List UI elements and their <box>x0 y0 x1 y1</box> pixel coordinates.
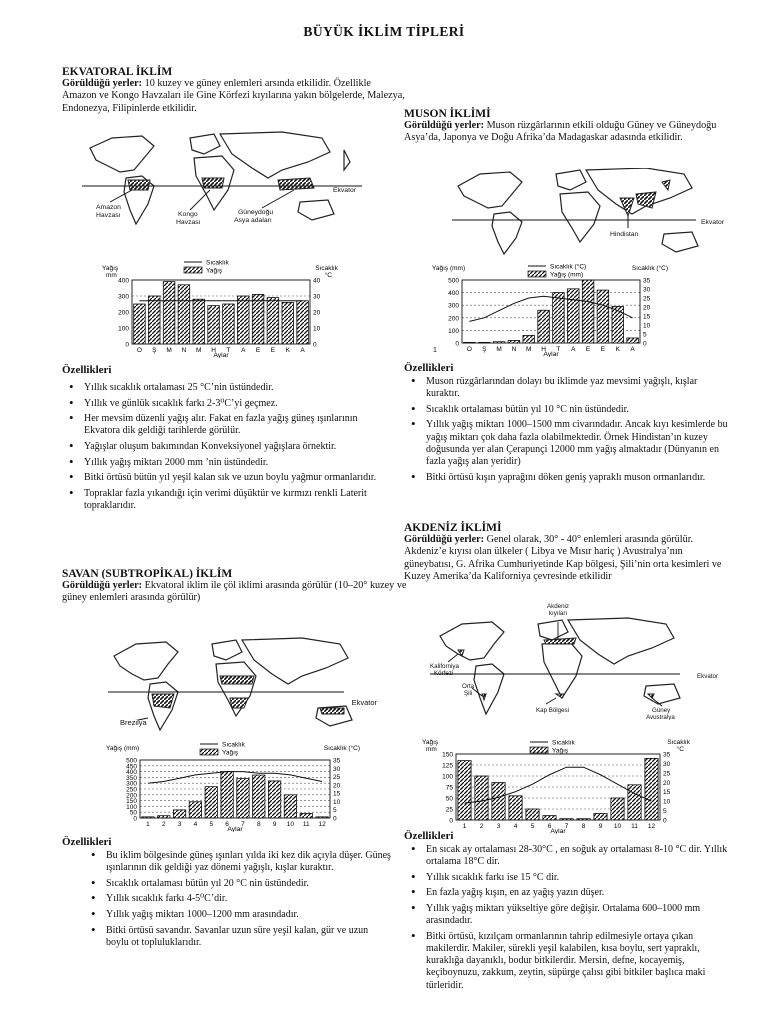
rain-bar <box>316 817 328 818</box>
rain-bar <box>582 280 594 343</box>
akdeniz-climate-chart <box>420 738 692 834</box>
x-tick-label: 2 <box>161 821 166 828</box>
rain-bar <box>237 296 249 344</box>
savan-intro-lead: Görüldüğü yerler: <box>62 580 143 591</box>
rain-bar <box>253 775 265 818</box>
map-label-hindistan: Hindistan <box>610 231 639 238</box>
y-tick-right: 0 <box>333 815 337 823</box>
muson-intro-lead: Görüldüğü yerler: <box>404 120 485 131</box>
list-item: • Bu iklim bölgesinde güneş ışınları yılda iki kez dik açıyla düşer. Güneş ışınlarının dik geldiği yaz dönemi yağışlı, kışlar kuraktır. <box>84 850 392 874</box>
x-tick-label: 6 <box>547 823 552 830</box>
list-item: • Yıllık sıcaklık farkı ise 15 °C dir. <box>404 872 734 884</box>
y-tick-left: 0 <box>449 817 453 825</box>
y-tick-left: 100 <box>448 327 459 335</box>
savan-climate-chart <box>104 740 362 832</box>
y-tick-left: 400 <box>118 277 129 285</box>
y-tick-right: 5 <box>333 807 337 815</box>
rain-bar <box>567 289 579 343</box>
legend-bar-key <box>528 271 546 277</box>
x-tick-label: 9 <box>272 821 277 828</box>
list-item: • En fazla yağış kışın, en az yağış yazın düşer. <box>404 887 734 899</box>
list-item: • Yıllık yağış miktarı 1000–1200 mm arasındadır. <box>84 909 392 921</box>
rain-bar <box>553 293 565 343</box>
rain-bar <box>509 796 522 820</box>
y-tick-left: 100 <box>442 773 453 781</box>
muson-intro-text: Muson rüzgârlarının etkili olduğu Güney ve Güneydoğu Asya’da, Japonya ve Doğu Afrika’da Madagaskar adasında etkilidir. <box>404 120 717 144</box>
x-tick-label: 8 <box>581 823 586 830</box>
x-tick-label: 6 <box>225 821 229 828</box>
rain-bar <box>508 340 520 343</box>
y-tick-right: 20 <box>333 782 341 790</box>
x-tick-label: M <box>496 346 502 353</box>
y-axis-label-right: Sıcaklık <box>315 265 338 272</box>
rain-bar <box>252 294 264 344</box>
x-tick-label: 7 <box>564 823 569 830</box>
rain-bar <box>282 302 294 344</box>
rain-bar <box>284 795 296 818</box>
legend-temperature: Sıcaklık (°C) <box>550 263 587 271</box>
legend-bar-key <box>184 267 202 273</box>
list-item: • Muson rüzgârlarından dolayı bu iklimde yaz mevsimi yağışlı, kışlar kuraktır. <box>404 376 729 400</box>
y-tick-left: 0 <box>125 341 129 349</box>
y-tick-left: 500 <box>448 277 459 285</box>
rain-bar <box>492 783 505 820</box>
rain-bar <box>142 817 154 818</box>
ekvatoral-features-title: Özellikleri <box>62 364 112 376</box>
y-tick-left: 50 <box>129 809 137 817</box>
list-item: • Yıllık yağış miktarı 2000 mm ’nin üstündedir. <box>62 457 392 469</box>
legend-precipitation: Yağış <box>552 747 569 755</box>
y-tick-right: 20 <box>663 779 671 787</box>
akdeniz-world-map <box>430 602 722 720</box>
map-label-asya-2: Asya adaları <box>234 217 272 224</box>
rain-bar <box>538 310 550 343</box>
x-tick-label: 4 <box>193 821 198 828</box>
x-axis-label: Aylar <box>213 352 229 358</box>
rain-bar <box>163 282 175 344</box>
rain-bar <box>611 798 624 820</box>
savan-intro <box>62 568 407 605</box>
list-item: • Topraklar fazla yıkandığı için verimi düşüktür ve kırmızı renkli Laterit topraklarıdır. <box>62 488 392 512</box>
savan-intro-text: Ekvatoral iklim ile çöl iklimi arasında görülür (10–20° kuzey ve güney enlemleri arasında görülür) <box>62 580 407 604</box>
y-tick-left: 125 <box>442 762 453 770</box>
x-tick-label: A <box>630 346 635 353</box>
list-item: • Yıllık yağış miktarı 1000–1500 mm civarındadır. Ancak kıyı kesimlerde bu yağış miktarı çok daha fazla olabilmektedir. Örnek Hindistan’ın kuzey doğusunda yer alan Çerapunçi 12000 mm yağış almaktadır (Dünyanın en fazla yağış alan yeridir) <box>404 419 729 468</box>
rain-bar <box>221 772 233 818</box>
x-tick-label: M <box>166 347 172 354</box>
rain-bar <box>523 335 535 343</box>
y-tick-left: 100 <box>118 325 129 333</box>
x-tick-label: 5 <box>530 823 535 830</box>
y-tick-right: 15 <box>333 790 341 798</box>
list-item: • Bitki örtüsü bütün yıl yeşil kalan sık ve uzun boylu yağmur ormanlarıdır. <box>62 472 392 484</box>
map-label-asya-1: Güneydoğu <box>238 209 274 216</box>
akdeniz-intro-text: Genel olarak, 30° - 40° enlemleri arasında görülür. Akdeniz’e kıyısı olan ülkeler ( Libya ve Mısır hariç ) Avustralya’nın güneybatısı, G. Afrika Cumhuriyetinde Kap bölgesi, Şili’nin orta kesimleri ve Kuzey Amerika’da Kaliforniya çevresinde etkilidir <box>404 534 722 583</box>
muson-chart-footnote: 1 <box>433 347 437 354</box>
x-tick-label: 8 <box>256 821 261 828</box>
y-tick-right: 10 <box>313 325 321 333</box>
y-tick-right: 0 <box>663 817 667 825</box>
list-item: • Her mevsim düzenli yağış alır. Fakat en fazla yağış güneş ışınlarının Ekvatora dik geldiği tarihlerde görülür. <box>62 413 392 437</box>
legend-precipitation: Yağış <box>222 749 239 757</box>
ekvatoral-features <box>62 364 392 516</box>
rain-bar <box>475 776 488 820</box>
y-tick-right: 35 <box>663 751 671 759</box>
savan-features-list <box>62 850 392 949</box>
y-axis-label-left: Yağış (mm) <box>432 265 466 272</box>
x-tick-label: Ş <box>152 347 157 354</box>
map-label-kap: Kap Bölgesi <box>536 707 570 714</box>
legend-temperature: Sıcaklık <box>552 739 575 747</box>
x-axis-label: Aylar <box>550 828 566 834</box>
x-tick-label: E <box>585 346 591 353</box>
savan-features-title: Özellikleri <box>62 836 112 848</box>
map-label-orta-1: Orta <box>462 683 475 690</box>
akdeniz-features-title: Özellikleri <box>404 830 454 842</box>
x-tick-label: Ş <box>482 346 487 353</box>
list-item: • Yıllık ve günlük sıcaklık farkı 2-3⁰C’yi geçmez. <box>62 398 392 410</box>
rain-bar <box>645 758 658 820</box>
x-tick-label: E <box>255 347 261 354</box>
map-label-akdeniz-1: Akdeniz <box>546 603 570 610</box>
y-tick-left: 100 <box>126 803 137 811</box>
list-item: • Sıcaklık ortalaması bütün yıl 10 °C nin üstündedir. <box>404 404 729 416</box>
y-tick-right: 30 <box>333 765 341 773</box>
y-tick-right: 25 <box>663 770 671 778</box>
y-tick-left: 0 <box>455 340 459 348</box>
x-tick-label: O <box>136 347 142 354</box>
x-tick-label: E <box>600 346 606 353</box>
x-tick-label: A <box>571 346 576 353</box>
y-axis-label-left: Yağış <box>102 265 119 272</box>
continents <box>440 618 680 714</box>
y-tick-left: 50 <box>445 795 453 803</box>
map-label-amazon-2: Havzası <box>96 212 121 219</box>
x-tick-label: A <box>300 347 305 354</box>
x-tick-label: A <box>241 347 246 354</box>
rain-bar <box>458 761 471 820</box>
y-tick-right: 10 <box>643 322 651 330</box>
x-tick-label: N <box>181 347 187 354</box>
muson-features-title: Özellikleri <box>404 362 454 374</box>
y-tick-left: 200 <box>126 792 137 800</box>
map-label-kongo-2: Havzası <box>176 219 201 226</box>
muson-climate-chart <box>430 262 670 357</box>
y-tick-right: 25 <box>643 295 651 303</box>
map-label-ekvator: Ekvator <box>351 698 377 707</box>
rain-bar <box>189 802 201 818</box>
x-tick-label: O <box>466 346 472 353</box>
y-axis-label-left-unit: mm <box>106 272 117 279</box>
y-tick-left: 300 <box>118 293 129 301</box>
legend-temperature: Sıcaklık <box>206 259 229 267</box>
ekvatoral-intro-text: 10 kuzey ve güney enlemleri arsında etkilidir. Özellikle Amazon ve Kongo Havzaları ile Gine Körfezi kıyılarına yakın bölgelerde, Malezya, Endonezya, Filipinlerde etkilidir. <box>62 78 405 114</box>
x-tick-label: 11 <box>302 821 310 828</box>
y-axis-label-right: Sıcaklık (°C) <box>323 745 360 752</box>
map-label-kaliforniya-1: Kaliforniya <box>430 663 459 670</box>
x-tick-label: N <box>511 346 517 353</box>
x-tick-label: M <box>196 347 202 354</box>
rain-bar <box>223 304 235 344</box>
rain-bar <box>560 819 573 820</box>
x-tick-label: T <box>556 346 561 353</box>
x-tick-label: 10 <box>286 821 295 828</box>
y-axis-label-left: Yağış (mm) <box>106 745 140 752</box>
muson-features-list <box>404 376 729 484</box>
rain-bar <box>577 819 590 820</box>
y-tick-left: 300 <box>448 302 459 310</box>
x-tick-label: E <box>270 347 276 354</box>
continents <box>458 168 698 254</box>
rain-bar <box>173 810 185 818</box>
x-tick-label: 1 <box>462 823 467 830</box>
y-tick-left: 150 <box>442 751 453 759</box>
x-tick-label: H <box>541 346 546 353</box>
list-item: • Yıllık yağış miktarı yükseltiye göre değişir. Ortalama 600–1000 mm arasındadır. <box>404 903 734 927</box>
map-label-orta-2: Şili <box>464 690 473 697</box>
rain-bar <box>628 785 641 820</box>
muson-features <box>404 362 729 487</box>
ekvatoral-intro <box>62 66 407 115</box>
y-tick-right: 40 <box>313 277 321 285</box>
y-axis-label-right-unit: °C <box>324 272 332 279</box>
y-axis-label-left-unit: mm <box>426 746 437 753</box>
y-tick-right: 15 <box>643 313 651 321</box>
rain-bar <box>193 299 205 344</box>
x-tick-label: H <box>211 347 216 354</box>
y-tick-left: 150 <box>126 798 137 806</box>
map-label-brezilya: Brezilya <box>120 718 147 727</box>
map-label-ekvator: Ekvator <box>332 187 356 194</box>
y-axis-label-left: Yağış <box>422 739 439 746</box>
rain-bar <box>178 285 190 344</box>
y-tick-left: 250 <box>126 786 137 794</box>
x-tick-label: K <box>615 346 620 353</box>
rain-bar <box>478 342 490 343</box>
x-tick-label: 7 <box>241 821 245 828</box>
x-tick-label: 1 <box>146 821 150 828</box>
rain-bar <box>158 816 170 818</box>
y-tick-right: 15 <box>663 789 671 797</box>
legend-bar-key <box>530 747 548 753</box>
map-label-kongo-1: Kongo <box>178 211 198 218</box>
x-axis-label: Aylar <box>543 351 559 357</box>
y-tick-right: 10 <box>663 798 671 806</box>
akdeniz-intro-lead: Görüldüğü yerler: <box>404 534 485 545</box>
ekvatoral-zones <box>128 178 314 190</box>
y-tick-left: 75 <box>445 784 453 792</box>
temperature-line <box>148 772 322 784</box>
y-tick-left: 200 <box>118 309 129 317</box>
y-tick-right: 30 <box>643 286 651 294</box>
rain-bar <box>268 781 280 818</box>
y-tick-left: 450 <box>126 763 137 771</box>
rain-bar <box>205 787 217 818</box>
x-tick-label: 9 <box>598 823 603 830</box>
legend-precipitation: Yağış <box>206 267 223 275</box>
x-tick-label: 12 <box>647 823 656 830</box>
rain-bar <box>627 338 639 343</box>
map-label-amazon-1: Amazon <box>96 204 121 211</box>
savan-world-map <box>108 636 378 734</box>
legend-precipitation: Yağış (mm) <box>550 271 584 279</box>
y-tick-right: 5 <box>663 808 667 816</box>
rain-bar <box>267 298 279 344</box>
y-tick-right: 10 <box>333 798 341 806</box>
list-item: • Bitki örtüsü savandır. Savanlar uzun süre yeşil kalan, gür ve uzun boylu ot topluluklarıdır. <box>84 925 392 949</box>
y-tick-left: 350 <box>126 774 137 782</box>
list-item: • Yıllık sıcaklık farkı 4-5⁰C’dir. <box>84 893 392 905</box>
x-tick-label: 2 <box>479 823 484 830</box>
rain-bar <box>612 306 624 343</box>
rain-bar <box>297 301 309 344</box>
y-tick-right: 35 <box>333 757 341 765</box>
list-item: • Yağışlar oluşum bakımından Konveksiyonel yağışlara örnektir. <box>62 441 392 453</box>
legend-temperature: Sıcaklık <box>222 741 245 749</box>
rain-bar <box>134 304 146 344</box>
rain-bar <box>148 296 160 344</box>
y-tick-right: 25 <box>333 774 341 782</box>
akdeniz-features <box>404 830 734 995</box>
map-label-guney-2: Avustralya <box>646 714 675 720</box>
y-axis-label-right-unit: °C <box>676 746 684 753</box>
rain-bar <box>597 290 609 343</box>
akdeniz-title: AKDENİZ İKLİMİ <box>404 522 502 534</box>
y-tick-right: 0 <box>643 340 647 348</box>
rain-bar <box>594 813 607 820</box>
x-tick-label: M <box>526 346 532 353</box>
y-tick-left: 300 <box>126 780 137 788</box>
x-axis-label: Aylar <box>227 826 243 832</box>
x-tick-label: 5 <box>209 821 214 828</box>
y-tick-left: 25 <box>445 806 453 814</box>
map-label-akdeniz-2: kıyıları <box>548 610 568 617</box>
x-tick-label: K <box>285 347 290 354</box>
page-title: BÜYÜK İKLİM TİPLERİ <box>303 24 465 39</box>
y-tick-left: 400 <box>126 769 137 777</box>
muson-world-map <box>452 168 728 256</box>
akdeniz-intro <box>404 522 734 584</box>
y-tick-left: 400 <box>448 290 459 298</box>
y-tick-right: 30 <box>313 293 321 301</box>
list-item: • En sıcak ay ortalaması 28-30°C , en soğuk ay ortalaması 8-10 °C dir. Yıllık ortalama 18°C dir. <box>404 844 734 868</box>
y-tick-right: 20 <box>643 304 651 312</box>
rain-bar <box>237 779 249 818</box>
rain-bar <box>526 809 539 820</box>
y-tick-left: 0 <box>133 815 137 823</box>
ekvatoral-title: EKVATORAL İKLİM <box>62 66 173 78</box>
ekvatoral-features-list <box>62 382 392 512</box>
y-axis-label-right: Sıcaklık <box>667 739 690 746</box>
muson-intro <box>404 108 722 145</box>
y-tick-left: 500 <box>126 757 137 765</box>
rain-bar <box>208 306 220 344</box>
y-axis-label-right: Sıcaklık (°C) <box>631 265 668 272</box>
muson-title: MUSON İKLİMİ <box>404 108 491 120</box>
savan-features <box>62 836 392 952</box>
y-tick-right: 0 <box>313 341 317 349</box>
x-tick-label: 12 <box>318 821 326 828</box>
y-tick-left: 200 <box>448 315 459 323</box>
y-tick-right: 30 <box>663 760 671 768</box>
list-item: • Bitki örtüsü kışın yaprağını döken geniş yapraklı muson ormanlarıdır. <box>404 472 729 484</box>
rain-bar <box>464 342 476 343</box>
x-tick-label: 11 <box>631 823 638 830</box>
legend-bar-key <box>200 749 218 755</box>
list-item: • Sıcaklık ortalaması bütün yıl 20 °C nin üstündedir. <box>84 878 392 890</box>
ekvatoral-intro-lead: Görüldüğü yerler: <box>62 78 143 89</box>
x-tick-label: 4 <box>513 823 518 830</box>
list-item: • Yıllık sıcaklık ortalaması 25 °C’nin üstündedir. <box>62 382 392 394</box>
rain-bar <box>543 816 556 820</box>
x-tick-label: 10 <box>613 823 622 830</box>
rain-bar <box>300 813 312 818</box>
list-item: • Bitki örtüsü, kızılçam ormanlarının tahrip edilmesiyle ortaya çıkan makilerdir. Makiler, sürekli yeşil kalabilen, kısa boylu, sert yapraklı, kuraklığa dayanıklı, bodur bitkilerdir. Mersin, defne, kocayemiş, keçiboynuzu, zakkum, zeytin, süpürge çalısı gibi bitkiler başlıca maki türleridir. <box>404 931 734 992</box>
x-tick-label: T <box>226 347 231 354</box>
map-label-ekvator: Ekvator <box>700 219 724 226</box>
akdeniz-features-list <box>404 844 734 992</box>
y-tick-right: 5 <box>643 331 647 339</box>
x-tick-label: 3 <box>177 821 182 828</box>
map-label-guney-1: Güney <box>652 707 671 714</box>
y-tick-right: 35 <box>643 277 651 285</box>
x-tick-label: 3 <box>496 823 501 830</box>
savan-title: SAVAN (SUBTROPİKAL) İKLİM <box>62 568 233 580</box>
rain-bar <box>493 342 505 343</box>
map-label-kaliforniya-2: Körfezi <box>434 670 454 677</box>
y-tick-right: 20 <box>313 309 321 317</box>
map-label-ekvator: Ekvator <box>697 673 718 680</box>
ekvatoral-climate-chart <box>100 258 340 358</box>
ekvatoral-world-map <box>82 130 362 230</box>
